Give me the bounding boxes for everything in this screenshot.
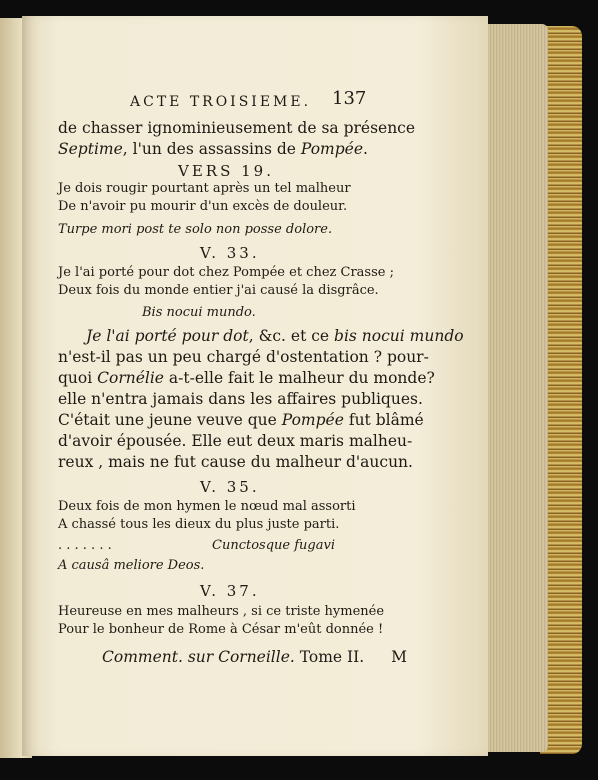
- text-span: fut blâmé: [348, 411, 424, 429]
- section-heading: V. 37.: [200, 582, 260, 600]
- text-span: , &c. et ce: [248, 327, 330, 345]
- text-span: , l'un des assassins de: [122, 140, 296, 158]
- book-page: [22, 16, 488, 756]
- text-span: C'était une jeune veuve que: [58, 411, 277, 429]
- italic-name: Cornélie: [97, 369, 164, 387]
- italic-quote: Je l'ai porté pour dot: [86, 327, 249, 345]
- verse-line: Je l'ai porté pour dot chez Pompée et chez Crasse ;: [58, 265, 394, 280]
- latin-quote: A causâ meliore Deos.: [58, 558, 205, 573]
- text-line: elle n'entra jamais dans les affaires publiques.: [58, 390, 423, 408]
- italic-name: Septime: [58, 140, 123, 158]
- footer-title: Comment. sur Corneille.: [102, 648, 295, 666]
- text-line: d'avoir épousée. Elle eut deux maris malheu-: [58, 432, 413, 450]
- text-line: [58, 411, 424, 429]
- italic-name: Pompée: [300, 140, 363, 158]
- section-heading: V. 33.: [200, 244, 260, 262]
- verse-line: Pour le bonheur de Rome à César m'eût donnée !: [58, 622, 384, 637]
- italic-quote: bis nocui mundo: [334, 327, 464, 345]
- text-line: n'est-il pas un peu chargé d'ostentation ? pour-: [58, 348, 429, 366]
- running-title: ACTE TROISIEME.: [130, 94, 312, 110]
- latin-quote: Cunctosque fugavi: [212, 538, 335, 553]
- section-heading: V. 35.: [200, 478, 260, 496]
- verse-line: Deux fois de mon hymen le nœud mal assorti: [58, 499, 356, 514]
- text-line: de chasser ignominieusement de sa présence: [58, 119, 416, 137]
- section-heading: VERS 19.: [178, 162, 274, 180]
- text-line: [86, 327, 464, 345]
- text-line: [58, 369, 435, 387]
- verse-line: Heureuse en mes malheurs , si ce triste hymenée: [58, 604, 385, 619]
- verse-line: Deux fois du monde entier j'ai causé la disgrâce.: [58, 283, 379, 298]
- verse-line: De n'avoir pu mourir d'un excès de douleur.: [58, 199, 348, 214]
- text-line: Septime, l'un des assassins de Pompée.: [58, 140, 368, 158]
- page-footer: [102, 648, 407, 666]
- italic-name: Pompée: [281, 411, 344, 429]
- verse-line: Je dois rougir pourtant après un tel malheur: [58, 181, 351, 196]
- latin-quote: Turpe mori post te solo non posse dolore.: [58, 222, 333, 237]
- text-span: quoi: [58, 369, 93, 387]
- page-number: 137: [332, 88, 367, 109]
- ellipsis-dots: . . . . . . .: [58, 538, 112, 553]
- text-line: reux , mais ne fut cause du malheur d'aucun.: [58, 453, 413, 471]
- signature-mark: M: [391, 648, 408, 666]
- book-page-block-edge: [478, 24, 548, 752]
- verse-line: A chassé tous les dieux du plus juste parti.: [58, 517, 340, 532]
- footer-tome: Tome II.: [299, 648, 365, 666]
- text-span: a-t-elle fait le malheur du monde?: [168, 369, 435, 387]
- latin-quote: Bis nocui mundo.: [142, 305, 256, 320]
